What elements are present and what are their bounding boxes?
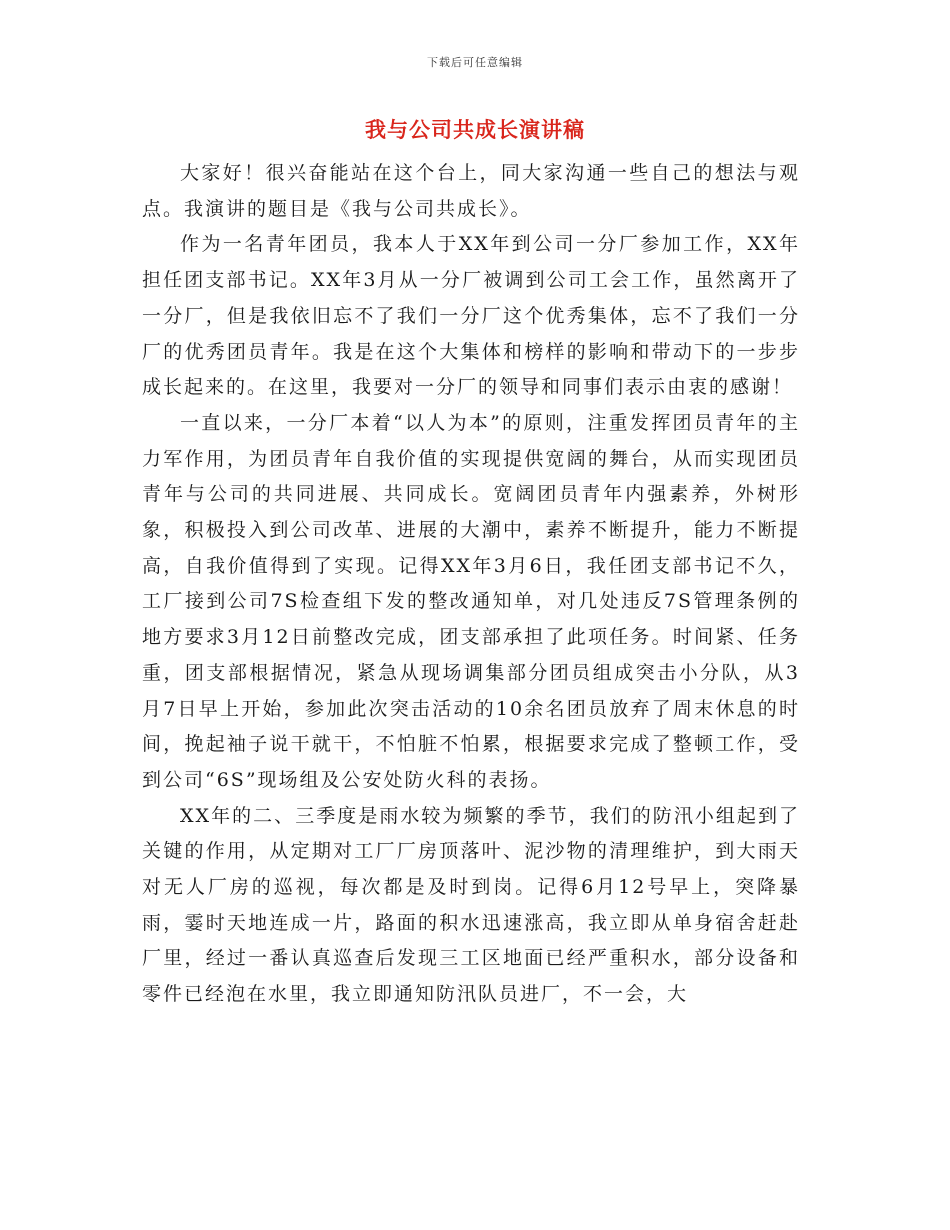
paragraph-1: 大家好！很兴奋能站在这个台上，同大家沟通一些自己的想法与观点。我演讲的题目是《我与公司共成长》。	[142, 162, 800, 220]
paragraph-3: 一直以来，一分厂本着“以人为本”的原则，注重发挥团员青年的主力军作用，为团员青年自我价值的实现提供宽阔的舞台，从而实现团员青年与公司的共同进展、共同成长。宽阔团员青年内强素养，外树形象，积极投入到公司改革、进展的大潮中，素养不断提升，能力不断提高，自我价值得到了实现。记得XX年3月6日，我任团支部书记不久，工厂接到公司7S检查组下发的整改通知单，对几处违反7S管理条例的地方要求3月12日前整改完成，团支部承担了此项任务。时间紧、任务重，团支部根据情况，紧急从现场调集部分团员组成突击小分队，从3月7日早上开始，参加此次突击活动的10余名团员放弃了周末休息的时间，挽起袖子说干就干，不怕脏不怕累，根据要求完成了整顿工作，受到公司“6S”现场组及公安处防火科的表扬。	[142, 411, 800, 791]
document-title: 我与公司共成长演讲稿	[365, 117, 585, 142]
document-body	[142, 156, 800, 1013]
paragraph-2: 作为一名青年团员，我本人于XX年到公司一分厂参加工作，XX年担任团支部书记。XX年3月从一分厂被调到公司工会工作，虽然离开了一分厂，但是我依旧忘不了我们一分厂这个优秀集体，忘不了我们一分厂的优秀团员青年。我是在这个大集体和榜样的影响和带动下的一步步成长起来的。在这里，我要对一分厂的领导和同事们表示由衷的感谢！	[142, 233, 800, 399]
page-header-note: 下载后可任意编辑	[427, 56, 523, 69]
paragraph-4: XX年的二、三季度是雨水较为频繁的季节，我们的防汛小组起到了关键的作用，从定期对工厂厂房顶落叶、泥沙物的清理维护，到大雨天对无人厂房的巡视，每次都是及时到岗。记得6月12号早上，突降暴雨，霎时天地连成一片，路面的积水迅速涨高，我立即从单身宿舍赶赴厂里，经过一番认真巡查后发现三工区地面已经严重积水，部分设备和零件已经泡在水里，我立即通知防汛队员进厂，不一会，大	[142, 804, 800, 1006]
